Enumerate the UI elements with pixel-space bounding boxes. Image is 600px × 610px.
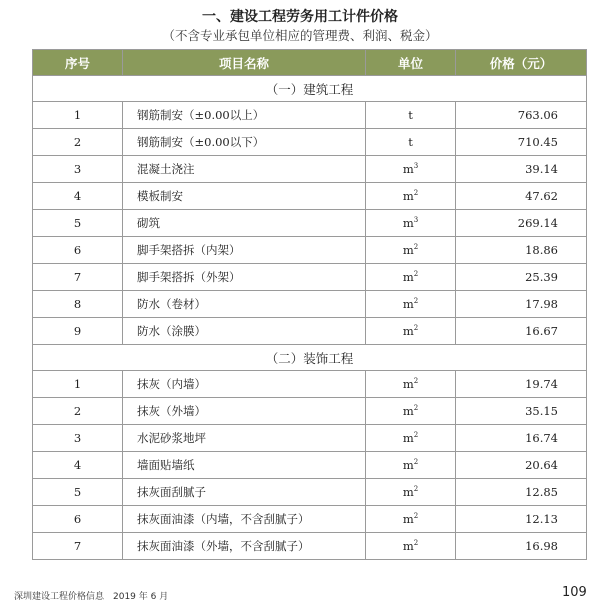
- section-title: （一）建筑工程: [33, 76, 587, 102]
- cell-price: 269.14: [456, 210, 587, 237]
- page-subtitle: （不含专业承包单位相应的管理费、利润、税金）: [162, 28, 438, 43]
- unit-text: t: [408, 135, 413, 149]
- cell-price: 20.64: [456, 452, 587, 479]
- table-row: [33, 533, 587, 560]
- unit-text: m: [402, 297, 414, 311]
- unit-text: m: [402, 324, 414, 338]
- cell-unit: [366, 452, 456, 479]
- cell-name: 防水（涂膜）: [123, 318, 366, 345]
- price-table: [32, 49, 587, 560]
- unit-text: t: [408, 108, 413, 122]
- cell-unit: [366, 156, 456, 183]
- table-row: [33, 237, 587, 264]
- unit-text: m: [402, 377, 414, 391]
- table-row: [33, 291, 587, 318]
- unit-exponent: 2: [413, 324, 419, 332]
- cell-no: 4: [33, 452, 123, 479]
- unit-exponent: 2: [413, 431, 419, 439]
- section-row: [33, 76, 587, 102]
- cell-unit: [366, 318, 456, 345]
- unit-exponent: 2: [413, 189, 419, 197]
- cell-no: 6: [33, 506, 123, 533]
- cell-name: 抹灰（内墙）: [123, 371, 366, 398]
- unit-text: m: [402, 431, 414, 445]
- unit-exponent: 2: [413, 243, 419, 251]
- cell-price: 763.06: [456, 102, 587, 129]
- unit-text: m: [402, 216, 414, 230]
- cell-price: 47.62: [456, 183, 587, 210]
- cell-no: 7: [33, 533, 123, 560]
- unit-text: m: [402, 270, 414, 284]
- cell-unit: [366, 425, 456, 452]
- cell-no: 3: [33, 156, 123, 183]
- unit-text: m: [402, 404, 414, 418]
- cell-unit: [366, 210, 456, 237]
- unit-exponent: 2: [413, 458, 419, 466]
- cell-name: 抹灰面刮腻子: [123, 479, 366, 506]
- cell-no: 6: [33, 237, 123, 264]
- unit-exponent: 2: [413, 270, 419, 278]
- table-row: [33, 156, 587, 183]
- cell-no: 5: [33, 210, 123, 237]
- table-row: [33, 506, 587, 533]
- unit-exponent: 2: [413, 297, 419, 305]
- unit-exponent: 2: [413, 404, 419, 412]
- cell-price: 12.85: [456, 479, 587, 506]
- cell-no: 5: [33, 479, 123, 506]
- section-title: （二）装饰工程: [33, 345, 587, 371]
- unit-text: m: [402, 243, 414, 257]
- unit-text: m: [402, 539, 414, 553]
- cell-no: 4: [33, 183, 123, 210]
- table-body: [33, 76, 587, 560]
- cell-price: 16.67: [456, 318, 587, 345]
- table-row: [33, 452, 587, 479]
- footer-source: 深圳建设工程价格信息 2019 年 6 月: [14, 592, 169, 602]
- cell-no: 1: [33, 102, 123, 129]
- cell-no: 2: [33, 129, 123, 156]
- cell-no: 9: [33, 318, 123, 345]
- unit-exponent: 3: [413, 162, 419, 170]
- cell-price: 17.98: [456, 291, 587, 318]
- table-row: [33, 479, 587, 506]
- cell-price: 18.86: [456, 237, 587, 264]
- cell-no: 3: [33, 425, 123, 452]
- unit-text: m: [402, 512, 414, 526]
- table-row: [33, 129, 587, 156]
- cell-price: 16.98: [456, 533, 587, 560]
- cell-name: 模板制安: [123, 183, 366, 210]
- cell-unit: [366, 129, 456, 156]
- table-header-row: [33, 50, 587, 76]
- cell-unit: [366, 102, 456, 129]
- header-unit: 单位: [366, 50, 456, 76]
- unit-text: m: [402, 189, 414, 203]
- cell-name: 抹灰面油漆（外墙，不含刮腻子）: [123, 533, 366, 560]
- unit-text: m: [402, 162, 414, 176]
- unit-text: m: [402, 458, 414, 472]
- page-title: 一、建设工程劳务用工计件价格: [202, 9, 398, 25]
- cell-price: 39.14: [456, 156, 587, 183]
- section-row: [33, 345, 587, 371]
- unit-exponent: 3: [413, 216, 419, 224]
- cell-unit: [366, 533, 456, 560]
- cell-name: 砌筑: [123, 210, 366, 237]
- cell-name: 钢筋制安（±0.00以下）: [123, 129, 366, 156]
- cell-name: 水泥砂浆地坪: [123, 425, 366, 452]
- cell-unit: [366, 398, 456, 425]
- header-name: 项目名称: [123, 50, 366, 76]
- cell-unit: [366, 183, 456, 210]
- cell-name: 抹灰面油漆（内墙，不含刮腻子）: [123, 506, 366, 533]
- cell-price: 25.39: [456, 264, 587, 291]
- header-no: 序号: [33, 50, 123, 76]
- table-row: [33, 102, 587, 129]
- cell-price: 12.13: [456, 506, 587, 533]
- cell-no: 1: [33, 371, 123, 398]
- table-row: [33, 318, 587, 345]
- unit-exponent: 2: [413, 377, 419, 385]
- cell-unit: [366, 371, 456, 398]
- cell-name: 钢筋制安（±0.00以上）: [123, 102, 366, 129]
- unit-exponent: 2: [413, 485, 419, 493]
- table-row: [33, 371, 587, 398]
- cell-name: 脚手架搭拆（内架）: [123, 237, 366, 264]
- cell-no: 8: [33, 291, 123, 318]
- cell-unit: [366, 264, 456, 291]
- cell-price: 710.45: [456, 129, 587, 156]
- cell-no: 7: [33, 264, 123, 291]
- cell-unit: [366, 291, 456, 318]
- table-row: [33, 425, 587, 452]
- cell-price: 35.15: [456, 398, 587, 425]
- table-row: [33, 210, 587, 237]
- unit-exponent: 2: [413, 539, 419, 547]
- cell-unit: [366, 237, 456, 264]
- header-price: 价格（元）: [456, 50, 587, 76]
- unit-exponent: 2: [413, 512, 419, 520]
- cell-price: 19.74: [456, 371, 587, 398]
- cell-unit: [366, 479, 456, 506]
- table-row: [33, 183, 587, 210]
- cell-name: 抹灰（外墙）: [123, 398, 366, 425]
- cell-name: 脚手架搭拆（外架）: [123, 264, 366, 291]
- cell-unit: [366, 506, 456, 533]
- cell-name: 混凝土浇注: [123, 156, 366, 183]
- cell-name: 防水（卷材）: [123, 291, 366, 318]
- unit-text: m: [402, 485, 414, 499]
- table-row: [33, 264, 587, 291]
- cell-name: 墙面贴墙纸: [123, 452, 366, 479]
- cell-price: 16.74: [456, 425, 587, 452]
- cell-no: 2: [33, 398, 123, 425]
- table-row: [33, 398, 587, 425]
- page-number: 109: [562, 585, 587, 600]
